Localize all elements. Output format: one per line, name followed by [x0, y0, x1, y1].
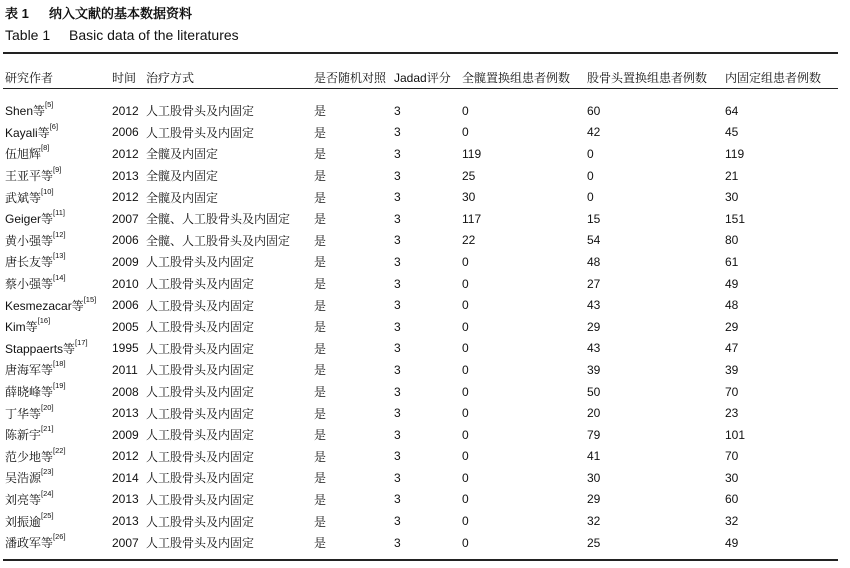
cell-author [5, 424, 112, 446]
cell-randomized: 是 [314, 471, 327, 486]
cell-hemi: 15 [587, 211, 601, 226]
cell-randomized: 是 [314, 104, 327, 119]
cell-author [5, 510, 112, 532]
cell-hemi: 29 [587, 319, 601, 334]
table-row [5, 165, 835, 187]
cell-hemi: 0 [587, 146, 594, 161]
table-row [5, 230, 835, 252]
cell-jadad: 3 [394, 276, 401, 291]
cell-jadad: 3 [394, 146, 401, 161]
cell-fixation: 47 [725, 341, 739, 356]
cell-total-hip: 0 [462, 427, 469, 442]
header-treatment: 治疗方式 [146, 70, 195, 85]
cell-year: 2007 [112, 535, 139, 550]
cell-author [5, 251, 112, 273]
cell-fixation: 30 [725, 190, 739, 205]
cell-randomized: 是 [314, 385, 327, 400]
table-row [5, 100, 835, 122]
author-name: Kayali等 [5, 125, 50, 140]
cell-treatment: 人工股骨头及内固定 [146, 255, 255, 270]
cell-treatment: 人工股骨头及内固定 [146, 514, 255, 529]
cell-randomized: 是 [314, 212, 327, 227]
table-row [5, 489, 835, 511]
cell-year: 2006 [112, 233, 139, 248]
cell-author [5, 467, 112, 489]
reference-marker: [19] [53, 381, 66, 391]
cell-total-hip: 117 [462, 211, 482, 226]
reference-marker: [17] [75, 337, 88, 347]
header-author: 研究作者 [5, 70, 54, 85]
author-name: Shen等 [5, 104, 46, 119]
cell-hemi: 30 [587, 470, 601, 485]
cell-randomized: 是 [314, 492, 327, 507]
reference-marker: [26] [53, 532, 66, 542]
cell-treatment: 全髋、人工股骨头及内固定 [146, 233, 291, 248]
cell-year: 2012 [112, 190, 139, 205]
cell-author [5, 532, 112, 554]
reference-marker: [5] [45, 100, 54, 110]
reference-marker: [21] [41, 424, 54, 434]
table-row [5, 359, 835, 381]
cell-treatment: 人工股骨头及内固定 [146, 492, 255, 507]
cell-author [5, 100, 112, 122]
table-row [5, 424, 835, 446]
author-name: 蔡小强等 [5, 277, 54, 292]
cell-fixation: 29 [725, 319, 739, 334]
cell-jadad: 3 [394, 406, 401, 421]
cell-author [5, 381, 112, 403]
cell-jadad: 3 [394, 168, 401, 183]
cell-hemi: 0 [587, 190, 594, 205]
cell-fixation: 60 [725, 492, 739, 507]
cell-author [5, 446, 112, 468]
cell-hemi: 60 [587, 103, 601, 118]
cell-author [5, 208, 112, 230]
cell-hemi: 43 [587, 298, 601, 313]
cell-author [5, 186, 112, 208]
cell-fixation: 30 [725, 470, 739, 485]
cell-jadad: 3 [394, 449, 401, 464]
cell-treatment: 人工股骨头及内固定 [146, 471, 255, 486]
cell-year: 2009 [112, 427, 139, 442]
cell-total-hip: 0 [462, 298, 469, 313]
author-name: 吴浩源 [5, 471, 42, 486]
author-name: 武斌等 [5, 190, 42, 205]
reference-marker: [16] [37, 316, 51, 326]
table-row [5, 251, 835, 273]
reference-marker: [14] [53, 273, 66, 283]
cell-treatment: 人工股骨头及内固定 [146, 341, 255, 356]
cell-treatment: 人工股骨头及内固定 [146, 449, 255, 464]
author-name: 刘振逾 [5, 514, 42, 529]
cell-treatment: 全髋及内固定 [146, 147, 219, 162]
cell-fixation: 101 [725, 427, 746, 442]
table-row [5, 381, 835, 403]
reference-marker: [13] [53, 251, 66, 261]
cell-year: 2014 [112, 470, 139, 485]
cell-total-hip: 0 [462, 276, 469, 291]
cell-fixation: 151 [725, 211, 746, 226]
cell-jadad: 3 [394, 103, 401, 118]
cell-fixation: 64 [725, 103, 739, 118]
cell-year: 2013 [112, 492, 139, 507]
cell-randomized: 是 [314, 298, 327, 313]
cell-jadad: 3 [394, 298, 401, 313]
table-row [5, 273, 835, 295]
cell-hemi: 39 [587, 362, 601, 377]
cell-fixation: 48 [725, 298, 739, 313]
basic-data-table [5, 0, 835, 553]
cell-year: 2013 [112, 514, 139, 529]
reference-marker: [22] [53, 445, 66, 455]
cell-author [5, 489, 112, 511]
cell-year: 2009 [112, 254, 139, 269]
cell-jadad: 3 [394, 254, 401, 269]
cell-total-hip: 0 [462, 406, 469, 421]
cell-total-hip: 0 [462, 125, 469, 140]
reference-marker: [15] [83, 294, 97, 304]
cell-treatment: 人工股骨头及内固定 [146, 125, 255, 140]
cell-jadad: 3 [394, 341, 401, 356]
cell-treatment: 全髋、人工股骨头及内固定 [146, 212, 291, 227]
reference-marker: [25] [41, 510, 54, 520]
reference-marker: [12] [53, 229, 66, 239]
cell-year: 1995 [112, 341, 139, 356]
table-row [5, 316, 835, 338]
cell-fixation: 70 [725, 449, 739, 464]
table-row [5, 510, 835, 532]
cell-jadad: 3 [394, 514, 401, 529]
cell-fixation: 21 [725, 168, 739, 183]
cell-treatment: 全髋及内固定 [146, 169, 219, 184]
table-body [5, 100, 835, 553]
cell-jadad: 3 [394, 362, 401, 377]
table-row [5, 467, 835, 489]
cell-jadad: 3 [394, 233, 401, 248]
cell-year: 2005 [112, 319, 139, 334]
cell-treatment: 全髋及内固定 [146, 190, 219, 205]
cell-author [5, 165, 112, 187]
cell-hemi: 48 [587, 254, 601, 269]
header-jadad: Jadad评分 [394, 70, 451, 85]
cell-author [5, 143, 112, 165]
header-year: 时间 [112, 70, 137, 85]
header-hemi: 股骨头置换组患者例数 [587, 70, 708, 85]
cell-total-hip: 0 [462, 384, 469, 399]
author-name: 陈新宇 [5, 428, 42, 443]
cell-total-hip: 25 [462, 168, 476, 183]
table-row [5, 294, 835, 316]
cell-total-hip: 0 [462, 103, 469, 118]
author-name: 唐长友等 [5, 255, 54, 270]
cell-total-hip: 0 [462, 470, 469, 485]
cell-treatment: 人工股骨头及内固定 [146, 277, 255, 292]
cell-year: 2012 [112, 449, 139, 464]
cell-year: 2008 [112, 384, 139, 399]
table-row [5, 532, 835, 554]
cell-author [5, 122, 112, 144]
cell-total-hip: 0 [462, 254, 469, 269]
cell-hemi: 54 [587, 233, 601, 248]
author-name: 刘亮等 [5, 492, 42, 507]
cell-total-hip: 0 [462, 492, 469, 507]
table-row [5, 208, 835, 230]
cell-randomized: 是 [314, 320, 327, 335]
header-randomized: 是否随机对照 [314, 70, 387, 85]
table-header-row [5, 57, 835, 93]
author-name: Kim等 [5, 320, 38, 335]
cell-jadad: 3 [394, 492, 401, 507]
cell-year: 2012 [112, 146, 139, 161]
cell-year: 2012 [112, 103, 139, 118]
cell-year: 2011 [112, 362, 138, 377]
cell-randomized: 是 [314, 147, 327, 162]
cell-jadad: 3 [394, 470, 401, 485]
cell-fixation: 32 [725, 514, 739, 529]
cell-randomized: 是 [314, 125, 327, 140]
cell-total-hip: 0 [462, 341, 469, 356]
cell-hemi: 32 [587, 514, 601, 529]
cell-fixation: 49 [725, 276, 739, 291]
cell-randomized: 是 [314, 406, 327, 421]
cell-jadad: 3 [394, 535, 401, 550]
cell-randomized: 是 [314, 233, 327, 248]
table-row [5, 446, 835, 468]
reference-marker: [6] [49, 121, 59, 131]
cell-author [5, 230, 112, 252]
cell-hemi: 20 [587, 406, 601, 421]
cell-jadad: 3 [394, 427, 401, 442]
cell-randomized: 是 [314, 190, 327, 205]
cell-hemi: 29 [587, 492, 601, 507]
cell-treatment: 人工股骨头及内固定 [146, 104, 255, 119]
reference-marker: [8] [41, 143, 50, 153]
cell-fixation: 39 [725, 362, 739, 377]
table-row [5, 338, 835, 360]
cell-jadad: 3 [394, 384, 401, 399]
cell-randomized: 是 [314, 428, 327, 443]
author-name: 伍旭辉 [5, 147, 42, 162]
table-title-zh: 纳入文献的基本数据资料 [49, 6, 193, 21]
cell-treatment: 人工股骨头及内固定 [146, 320, 255, 335]
header-total-hip: 全髋置换组患者例数 [462, 70, 571, 85]
author-name: 丁华等 [5, 406, 42, 421]
reference-marker: [18] [53, 359, 66, 369]
cell-hemi: 50 [587, 384, 601, 399]
table-row [5, 186, 835, 208]
table-number-zh: 表 1 [5, 6, 29, 21]
bottom-rule [3, 559, 838, 561]
table-number-en: Table 1 [5, 27, 51, 43]
cell-fixation: 70 [725, 384, 739, 399]
cell-hemi: 0 [587, 168, 594, 183]
reference-marker: [23] [41, 467, 54, 477]
table-row [5, 122, 835, 144]
reference-marker: [11] [53, 208, 65, 218]
cell-year: 2007 [112, 211, 139, 226]
author-name: 薛晓峰等 [5, 385, 54, 400]
cell-randomized: 是 [314, 277, 327, 292]
author-name: Geiger等 [5, 212, 54, 227]
cell-total-hip: 119 [462, 146, 482, 161]
cell-randomized: 是 [314, 514, 327, 529]
cell-treatment: 人工股骨头及内固定 [146, 536, 255, 551]
cell-randomized: 是 [314, 363, 327, 378]
cell-hemi: 79 [587, 427, 601, 442]
cell-fixation: 49 [725, 535, 739, 550]
cell-total-hip: 0 [462, 362, 469, 377]
cell-hemi: 41 [587, 449, 601, 464]
cell-jadad: 3 [394, 190, 401, 205]
cell-jadad: 3 [394, 125, 401, 140]
cell-fixation: 45 [725, 125, 739, 140]
author-name: 王亚平等 [5, 169, 54, 184]
cell-author [5, 402, 112, 424]
cell-fixation: 23 [725, 406, 739, 421]
cell-hemi: 42 [587, 125, 601, 140]
cell-author [5, 294, 112, 316]
reference-marker: [10] [41, 186, 54, 196]
cell-year: 2006 [112, 298, 139, 313]
cell-author [5, 316, 112, 338]
cell-jadad: 3 [394, 319, 401, 334]
cell-randomized: 是 [314, 449, 327, 464]
cell-randomized: 是 [314, 255, 327, 270]
cell-total-hip: 30 [462, 190, 476, 205]
cell-year: 2013 [112, 406, 139, 421]
cell-treatment: 人工股骨头及内固定 [146, 363, 255, 378]
cell-randomized: 是 [314, 169, 327, 184]
cell-treatment: 人工股骨头及内固定 [146, 385, 255, 400]
author-name: Stappaerts等 [5, 341, 76, 356]
cell-randomized: 是 [314, 536, 327, 551]
cell-fixation: 80 [725, 233, 739, 248]
reference-marker: [9] [53, 165, 62, 175]
author-name: Kesmezacar等 [5, 298, 84, 313]
cell-randomized: 是 [314, 341, 327, 356]
cell-jadad: 3 [394, 211, 401, 226]
cell-year: 2010 [112, 276, 139, 291]
cell-fixation: 61 [725, 254, 739, 269]
cell-hemi: 27 [587, 276, 601, 291]
cell-total-hip: 0 [462, 535, 469, 550]
cell-author [5, 359, 112, 381]
author-name: 范少地等 [5, 449, 54, 464]
table-title-en: Basic data of the literatures [69, 27, 239, 43]
reference-marker: [20] [41, 402, 54, 412]
cell-fixation: 119 [725, 146, 745, 161]
cell-author [5, 338, 112, 360]
cell-hemi: 25 [587, 535, 601, 550]
cell-treatment: 人工股骨头及内固定 [146, 428, 255, 443]
cell-treatment: 人工股骨头及内固定 [146, 298, 255, 313]
author-name: 黄小强等 [5, 233, 54, 248]
header-fixation: 内固定组患者例数 [725, 70, 822, 85]
cell-total-hip: 0 [462, 319, 469, 334]
reference-marker: [24] [41, 488, 54, 498]
cell-total-hip: 22 [462, 233, 476, 248]
cell-author [5, 273, 112, 295]
cell-hemi: 43 [587, 341, 601, 356]
cell-year: 2013 [112, 168, 139, 183]
author-name: 唐海军等 [5, 363, 54, 378]
cell-total-hip: 0 [462, 449, 469, 464]
cell-treatment: 人工股骨头及内固定 [146, 406, 255, 421]
cell-total-hip: 0 [462, 514, 469, 529]
table-row [5, 143, 835, 165]
cell-year: 2006 [112, 125, 139, 140]
table-row [5, 402, 835, 424]
author-name: 潘政军等 [5, 536, 54, 551]
